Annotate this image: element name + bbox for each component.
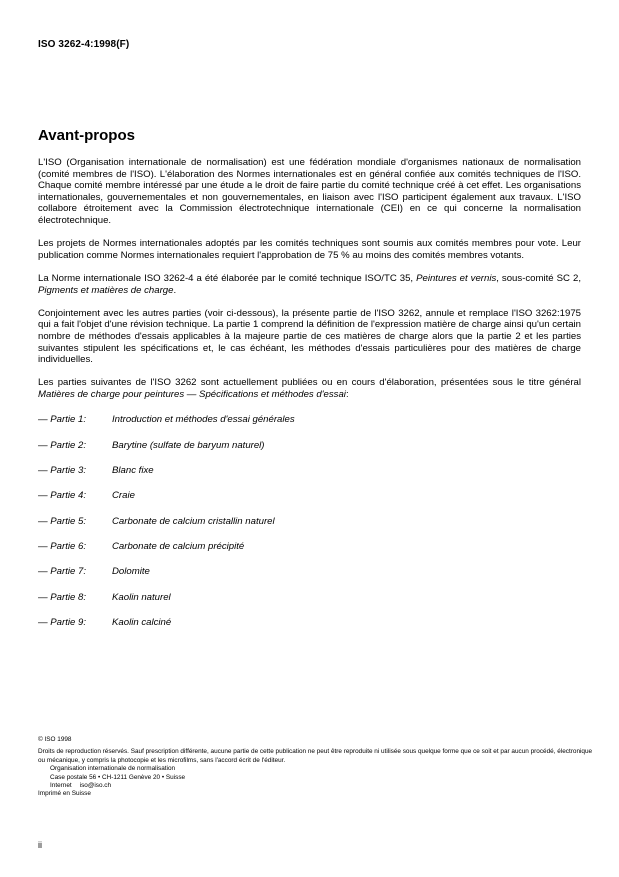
part-number: — Partie 9: <box>38 616 86 628</box>
part-title: Dolomite <box>112 566 150 578</box>
list-item <box>38 541 581 566</box>
organisation-name: Organisation internationale de normalisation <box>50 765 176 773</box>
postal-address: Case postale 56 • CH-1211 Genève 20 • Suisse <box>50 773 186 781</box>
part-number: — Partie 8: <box>38 591 86 603</box>
internet-contact <box>38 782 598 790</box>
printed-in: Imprimé en Suisse <box>38 790 91 798</box>
part-number: — Partie 2: <box>38 439 86 451</box>
part-number: — Partie 5: <box>38 515 86 527</box>
part-number: — Partie 4: <box>38 490 86 502</box>
paragraph-4: Conjointement avec les autres parties (voir ci-dessous), la présente partie de l'ISO 3262, annule et remplace l'ISO 3262:1975 qui a fait l'objet d'une révision technique. La partie 1 comprend la définition de l'expression matière de charge ainsi qu'un certain nombre de méthodes d'essais applicables à la majeure partie de ces matières de charge alors que la partie 2 et les parties suivantes stipulent les spécifications et, le cas échéant, les méthodes d'essais particulières pour des matières de charge individuelles. <box>38 307 581 366</box>
document-reference: ISO 3262-4:1998(F) <box>38 39 130 50</box>
paragraph-5-text-a: Les parties suivantes de l'ISO 3262 sont actuellement publiées ou en cours d'élaboration, présentées sous le titre général <box>38 377 581 389</box>
parts-list <box>38 414 581 642</box>
part-title: Kaolin calciné <box>112 616 172 628</box>
list-item <box>38 414 581 439</box>
general-title: Matières de charge pour peintures — Spécifications et méthodes d'essai <box>38 388 346 400</box>
part-number: — Partie 3: <box>38 465 86 477</box>
part-title: Blanc fixe <box>112 465 154 477</box>
list-item <box>38 516 581 541</box>
reproduction-rights: Droits de reproduction réservés. Sauf prescription différente, aucune partie de cette publication ne peut être reproduite ni utilisée sous quelque forme que ce soit et par aucun procédé, électronique ou mécanique, y compris la photocopie et les microfilms, sans l'accord écrit de l'éditeur. <box>38 748 593 764</box>
part-title: Kaolin naturel <box>112 591 171 603</box>
paragraph-3-text-a: La Norme internationale ISO 3262-4 a été élaborée par le comité technique ISO/TC 35, <box>38 272 417 284</box>
copyright-notice: © ISO 1998 <box>38 736 72 743</box>
list-item <box>38 440 581 465</box>
list-item <box>38 566 581 591</box>
paragraph-3-text-e: . <box>173 284 177 296</box>
list-item <box>38 490 581 515</box>
list-item <box>38 465 581 490</box>
paragraph-5 <box>38 377 581 400</box>
part-title: Carbonate de calcium précipité <box>112 540 245 552</box>
part-title: Carbonate de calcium cristallin naturel <box>112 515 275 527</box>
internet-label: Internet <box>50 782 72 790</box>
subcommittee-name: Pigments et matières de charge <box>38 284 174 296</box>
list-item <box>38 617 581 642</box>
part-number: — Partie 6: <box>38 540 86 552</box>
paragraph-1: L'ISO (Organisation internationale de normalisation) est une fédération mondiale d'organismes nationaux de normalisation (comité membres de l'ISO). L'élaboration des Normes internationales est en général confiée aux comités techniques de l'ISO. Chaque comité membre intéressé par une étude a le droit de faire partie du comité technique créé à cet effet. Les organisations internationales, gouvernementales et non gouvernementales, en liaison avec l'ISO participent également aux travaux. L'ISO collabore étroitement avec la Commission électrotechnique internationale (CEI) en ce qui concerne la normalisation électrotechnique. <box>38 157 581 226</box>
part-title: Introduction et méthodes d'essai générales <box>112 414 295 426</box>
committee-name: Peintures et vernis <box>416 272 497 284</box>
part-title: Barytine (sulfate de baryum naturel) <box>112 439 265 451</box>
section-title: Avant-propos <box>38 127 135 144</box>
page-number: ii <box>38 840 42 850</box>
paragraph-3 <box>38 273 581 296</box>
email-address: iso@iso.ch <box>79 782 112 790</box>
paragraph-5-text-c: : <box>345 388 349 400</box>
list-item <box>38 592 581 617</box>
foreword-body <box>38 157 581 642</box>
copyright-block <box>38 736 598 799</box>
part-number: — Partie 7: <box>38 566 86 578</box>
part-title: Craie <box>112 490 135 502</box>
paragraph-2: Les projets de Normes internationales adoptés par les comités techniques sont soumis aux comités membres pour vote. Leur publication comme Normes internationales requiert l'approbation de 75 % au moins des comités membres votants. <box>38 238 581 261</box>
paragraph-3-text-c: , sous-comité SC 2, <box>496 272 581 284</box>
part-number: — Partie 1: <box>38 414 86 426</box>
